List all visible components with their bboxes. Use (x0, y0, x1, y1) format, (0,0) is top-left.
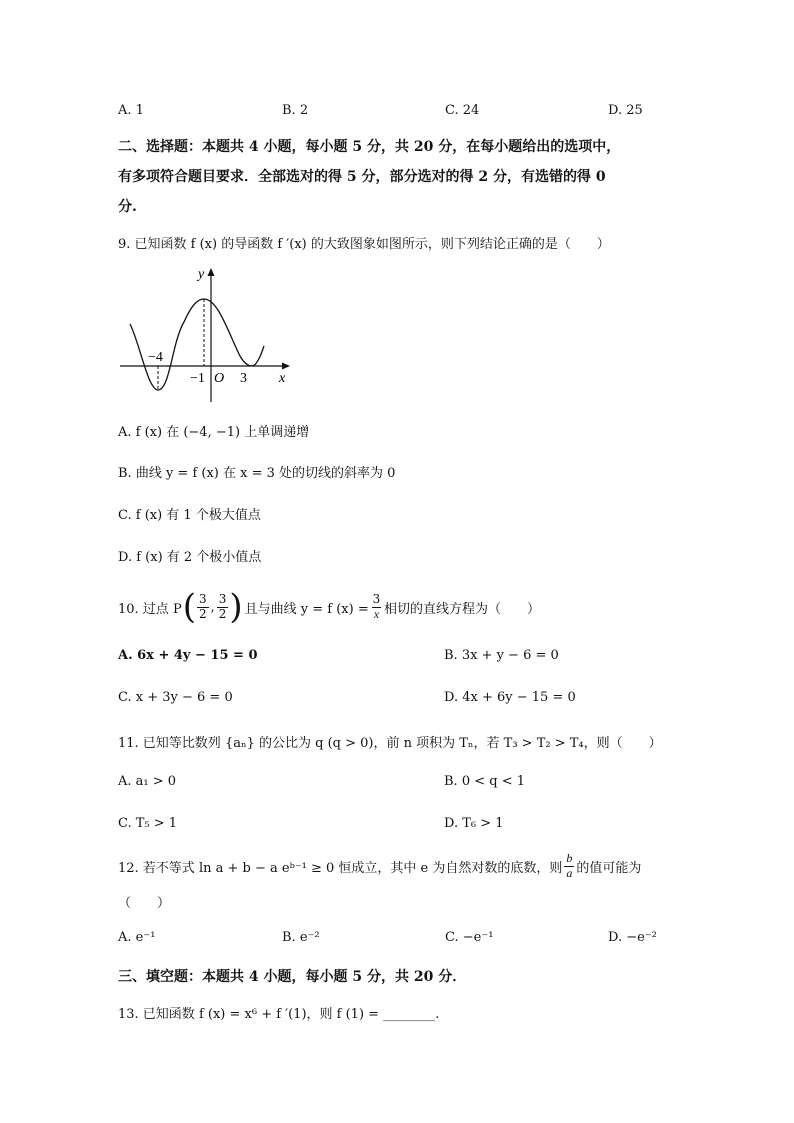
q9-option-a: A. f (x) 在 (−4, −1) 上单调递增 (118, 425, 310, 440)
q10-frac1 (197, 593, 209, 622)
q13-stem: 13. 已知函数 f (x) = x⁶ + f ′(1)，则 f (1) = ________. (118, 1007, 440, 1022)
section2-line2: 有多项符合题目要求．全部选对的得 5 分，部分选对的得 2 分，有选错的得 0 (118, 169, 606, 185)
q12-option-c: C. −e⁻¹ (445, 930, 494, 945)
q9-derivative-graph (118, 262, 298, 407)
q12-option-d: D. −e⁻² (608, 930, 657, 945)
tick-3-label: 3 (240, 371, 247, 386)
q12-stem (118, 846, 641, 886)
q10-option-b: B. 3x + y − 6 = 0 (444, 648, 559, 663)
q9-option-d: D. f (x) 有 2 个极小值点 (118, 550, 262, 565)
q12-answer-paren: （ ） (118, 896, 171, 911)
q11-option-d: D. T₆ > 1 (444, 816, 504, 831)
q10-option-a: A. 6x + 4y − 15 = 0 (118, 648, 258, 663)
origin-label: O (214, 371, 225, 386)
y-axis-arrow (208, 268, 215, 276)
q10-frac2-den: 2 (218, 606, 227, 621)
q8-option-c: C. 24 (445, 103, 480, 118)
q12-option-a: A. e⁻¹ (118, 930, 156, 945)
q11-option-a: A. a₁ > 0 (118, 774, 177, 789)
q10-stem-prefix: 10. 过点 P (118, 601, 182, 617)
q11-option-b: B. 0 < q < 1 (444, 774, 525, 789)
q10-stem-mid: 且与曲线 y = f (x) = (244, 601, 369, 617)
q10-frac1-den: 2 (198, 606, 207, 621)
q12-option-b: B. e⁻² (282, 930, 320, 945)
q11-stem: 11. 已知等比数列 {aₙ} 的公比为 q (q > 0)，前 n 项积为 Tₙ，若 T₃ > T₂ > T₄，则（ ） (118, 736, 662, 751)
q10-option-c: C. x + 3y − 6 = 0 (118, 690, 233, 705)
q10-stem-suffix: 相切的直线方程为（ ） (384, 601, 541, 617)
x-axis-arrow (282, 363, 290, 370)
section2-line1: 二、选择题：本题共 4 小题，每小题 5 分，共 20 分，在每小题给出的选项中， (118, 139, 621, 155)
q10-frac1-num: 3 (198, 591, 207, 606)
q8-option-d: D. 25 (608, 103, 643, 118)
q10-frac2 (217, 593, 229, 622)
q10-stem: 10. 过点 P ( $\frac{3}{2}$ , $\frac{3}{2}$ ) 且与曲线 y = f (x) = $\frac{3}{x}$ 相切的直线方程为（ ） (118, 587, 541, 627)
q9-option-c: C. f (x) 有 1 个极大值点 (118, 508, 261, 523)
q12-stem-prefix: 12. 若不等式 ln a + b − a eᵇ⁻¹ ≥ 0 恒成立，其中 e 为自然对数的底数，则 (118, 860, 563, 876)
section2-line3: 分. (118, 199, 137, 215)
q10-option-d: D. 4x + 6y − 15 = 0 (444, 690, 576, 705)
q12-stem-suffix: 的值可能为 (576, 860, 642, 876)
tick-minus1-label: −1 (190, 371, 205, 386)
q8-option-b: B. 2 (282, 103, 309, 118)
tick-minus4-label: −4 (148, 350, 163, 365)
left-paren-glyph: ( (182, 587, 196, 627)
q9-option-b: B. 曲线 y = f (x) 在 x = 3 处的切线的斜率为 0 (118, 466, 396, 481)
q10-frac3-num: 3 (372, 591, 381, 606)
q10-frac3 (372, 593, 381, 622)
q8-option-a: A. 1 (118, 103, 144, 118)
q12-frac-num: b (566, 850, 573, 865)
right-paren-glyph: ) (229, 587, 243, 627)
section3-title: 三、填空题：本题共 4 小题，每小题 5 分，共 20 分． (118, 969, 467, 985)
q11-option-c: C. T₅ > 1 (118, 816, 178, 831)
q12-frac-den: a (566, 865, 573, 880)
q9-stem: 9. 已知函数 f (x) 的导函数 f ′(x) 的大致图象如图所示，则下列结论正确的是（ ） (118, 237, 610, 252)
q10-frac3-den: x (373, 606, 380, 621)
q10-frac2-num: 3 (218, 591, 227, 606)
q12-frac (564, 852, 574, 881)
x-axis-label: x (279, 371, 286, 386)
y-axis-label: y (198, 267, 205, 282)
